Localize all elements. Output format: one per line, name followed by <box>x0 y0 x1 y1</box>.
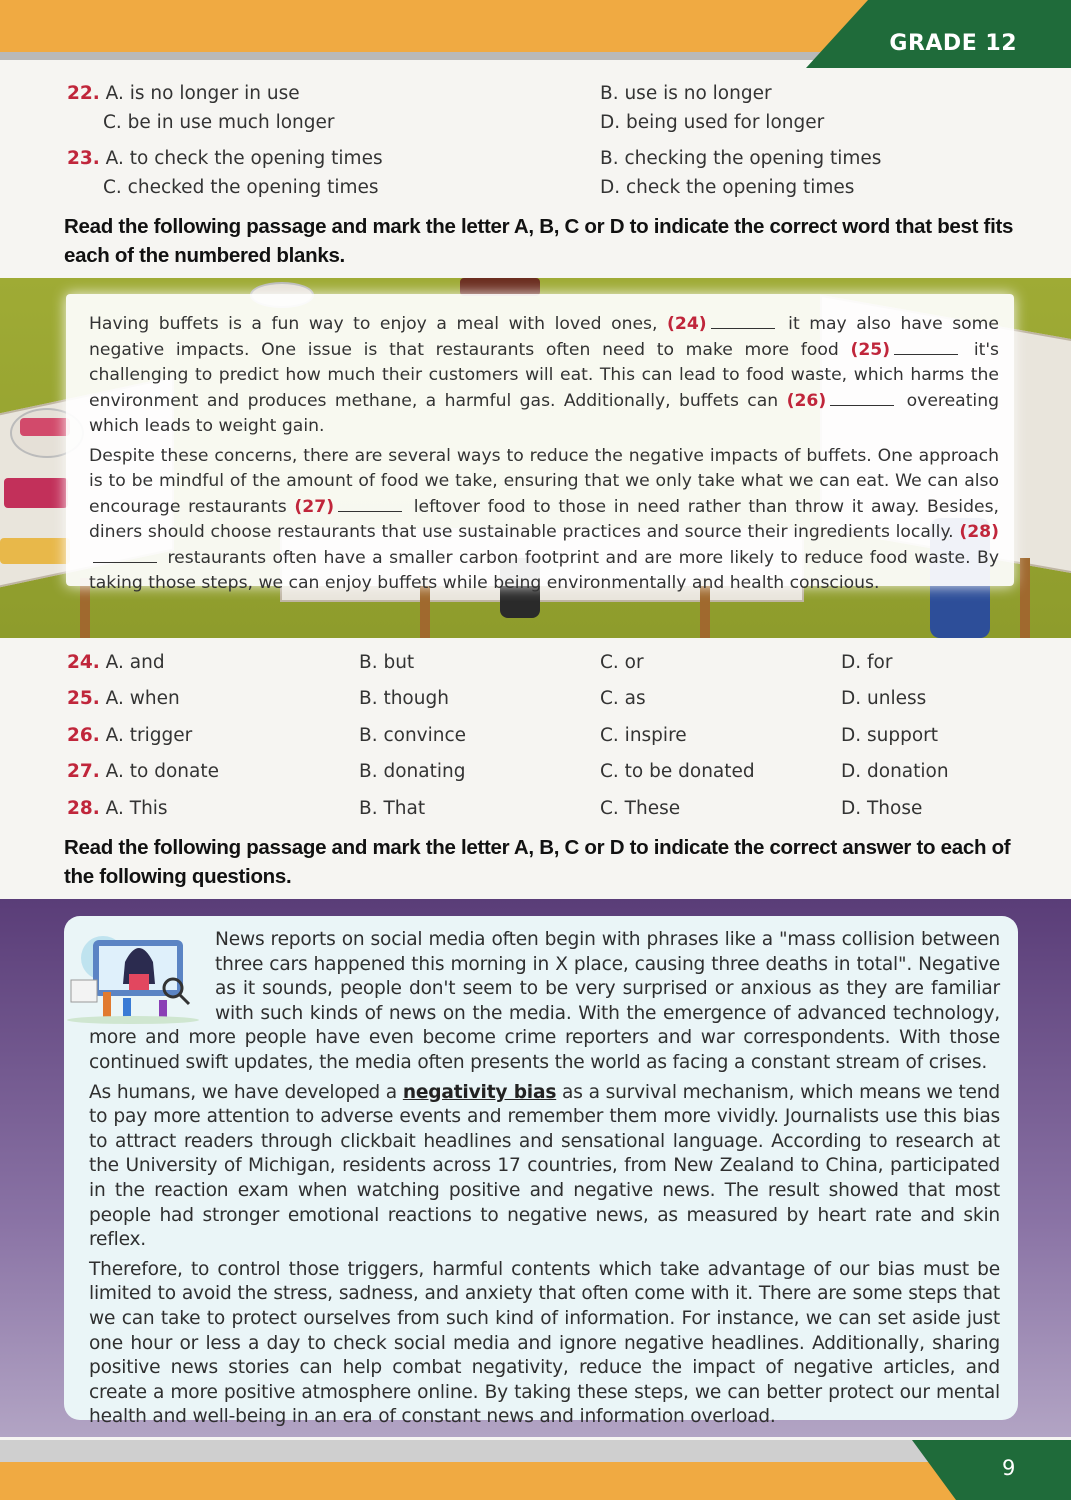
option-text: A. This <box>105 798 168 819</box>
answer-25-b: B. though <box>359 688 449 709</box>
answer-25-a <box>67 688 180 709</box>
question-number: 27. <box>67 761 100 782</box>
passage-text: Having buffets is a fun way to enjoy a meal with loved ones, <box>89 314 658 334</box>
question-23-option-c: C. checked the opening times <box>103 177 379 198</box>
option-text: A. to donate <box>105 761 219 782</box>
answer-27-b: B. donating <box>359 761 466 782</box>
answer-26-c: C. inspire <box>600 725 687 746</box>
underlined-term: negativity bias <box>402 1081 557 1103</box>
blank-number-25: (25) <box>850 339 891 360</box>
answer-24-c: C. or <box>600 652 644 673</box>
news-media-illustration-icon <box>63 928 203 1024</box>
passage-text: leftover food to those in need rather than throw it away. Besides, diners should choose restaurants that use sustainable practices and source their ingredients locally. <box>89 496 999 542</box>
answer-28-c: C. These <box>600 798 681 819</box>
question-number: 26. <box>67 725 100 746</box>
blank-27 <box>338 511 402 512</box>
option-text: A. and <box>105 652 165 673</box>
answer-25-d: D. unless <box>841 688 927 709</box>
question-22-option-a <box>67 83 300 104</box>
answer-28-a <box>67 798 168 819</box>
blank-number-24: (24) <box>667 314 707 334</box>
passage-1-paragraph-2 <box>89 444 999 597</box>
answer-25-c: C. as <box>600 688 646 709</box>
page-number: 9 <box>1002 1456 1016 1480</box>
passage-text: overeating which leads to weight gain. <box>89 390 1000 436</box>
passage-text: News reports on social media often begin with phrases like a "mass collision between three cars happened this morning in X place, causing three deaths in total". Negative as it sounds, people don't seem to be very surprised or anxious as they are familiar with such kinds of news on the media. With the emergence of advanced technology, more and more people have even become crime reporters and war correspondents. With those continued swift updates, the media often presents the world as facing a constant stream of crises. <box>89 929 1000 1073</box>
blank-26 <box>830 405 894 406</box>
answer-24-d: D. for <box>841 652 893 673</box>
question-number: 23. <box>67 148 100 169</box>
passage-text: Despite these concerns, there are several ways to reduce the negative impacts of buffets. One approach is to be mindful of the amount of food we take, ensuring that we only take what we can eat. We can also encourage restaurants <box>89 445 999 517</box>
answer-26-a <box>67 725 192 746</box>
question-22-option-b: B. use is no longer <box>600 83 772 104</box>
question-23-option-a <box>67 148 383 169</box>
answer-24-a <box>67 652 165 673</box>
blank-number-27: (27) <box>294 496 335 517</box>
answer-27-a <box>67 761 219 782</box>
passage-2-paragraph-1 <box>89 928 1000 1076</box>
passage-text: As humans, we have developed a <box>89 1081 397 1103</box>
passage-2-paragraph-2 <box>89 1081 1000 1253</box>
grade-label: GRADE 12 <box>889 31 1017 56</box>
answer-27-d: D. donation <box>841 761 949 782</box>
passage-1-paragraph-1 <box>89 312 999 440</box>
passage-text: it's challenging to predict how much their customers will eat. This can lead to food waste, which harms the environment and produces methane, a harmful gas. Additionally, buffets can <box>89 339 1000 411</box>
bottom-gray-stripe <box>0 1440 1071 1462</box>
option-text: A. to check the opening times <box>105 148 383 169</box>
question-number: 25. <box>67 688 100 709</box>
blank-number-26: (26) <box>786 390 827 411</box>
bottom-orange-bar <box>0 1462 1071 1500</box>
question-22-option-d: D. being used for longer <box>600 112 825 133</box>
passage-text: restaurants often have a smaller carbon footprint and are more likely to reduce food waste. By taking those steps, we can enjoy buffets while being environmentally and health conscious. <box>89 547 1000 593</box>
option-text: A. trigger <box>105 725 193 746</box>
question-22-option-c: C. be in use much longer <box>103 112 335 133</box>
answer-27-c: C. to be donated <box>600 761 755 782</box>
blank-24 <box>711 328 775 329</box>
option-text: A. is no longer in use <box>105 83 300 104</box>
question-number: 28. <box>67 798 100 819</box>
blank-number-28: (28) <box>959 522 999 542</box>
instruction-reading: Read the following passage and mark the letter A, B, C or D to indicate the correct answer to each of the following questions. <box>64 836 1011 888</box>
instruction-cloze: Read the following passage and mark the letter A, B, C or D to indicate the correct word that best fits each of the numbered blanks. <box>64 215 1014 267</box>
blank-28 <box>93 562 157 563</box>
answer-28-b: B. That <box>359 798 426 819</box>
passage-text: it may also have some negative impacts. One issue is that restaurants often need to make more food <box>89 314 999 360</box>
passage-1 <box>89 312 999 601</box>
passage-text: as a survival mechanism, which means we tend to pay more attention to adverse events and remember them more vividly. Journalists use this bias to attract readers through clickbait headlines and sensational language. According to research at the University of Michigan, residents across 17 countries, from New Zealand to China, participated in the reaction exam when watching positive and negative news. The result showed that most people had stronger emotional reactions to negative news, as measured by heart rate and skin reflex. <box>89 1081 1000 1251</box>
blank-25 <box>894 354 958 355</box>
question-number: 22. <box>67 83 100 104</box>
answer-26-b: B. convince <box>359 725 467 746</box>
question-23-option-b: B. checking the opening times <box>600 148 882 169</box>
answer-24-b: B. but <box>359 652 415 673</box>
passage-2 <box>89 928 1000 1435</box>
option-text: A. when <box>105 688 180 709</box>
question-23-option-d: D. check the opening times <box>600 177 855 198</box>
question-number: 24. <box>67 652 100 673</box>
answer-28-d: D. Those <box>841 798 923 819</box>
passage-2-paragraph-3: Therefore, to control those triggers, harmful contents which take advantage of our bias must be limited to avoid the stress, sadness, and anxiety that often come with it. There are some steps that we can take to protect ourselves from such kind of information. For instance, we can set aside just one hour or less a day to check social media and ignore negative headlines. Additionally, sharing positive news stories can help combat negativity, reduce the impact of negative articles, and create a more positive atmosphere online. By taking these steps, we can better protect our mental health and well-being in an era of constant news and information overload. <box>89 1258 1000 1428</box>
answer-26-d: D. support <box>841 725 939 746</box>
